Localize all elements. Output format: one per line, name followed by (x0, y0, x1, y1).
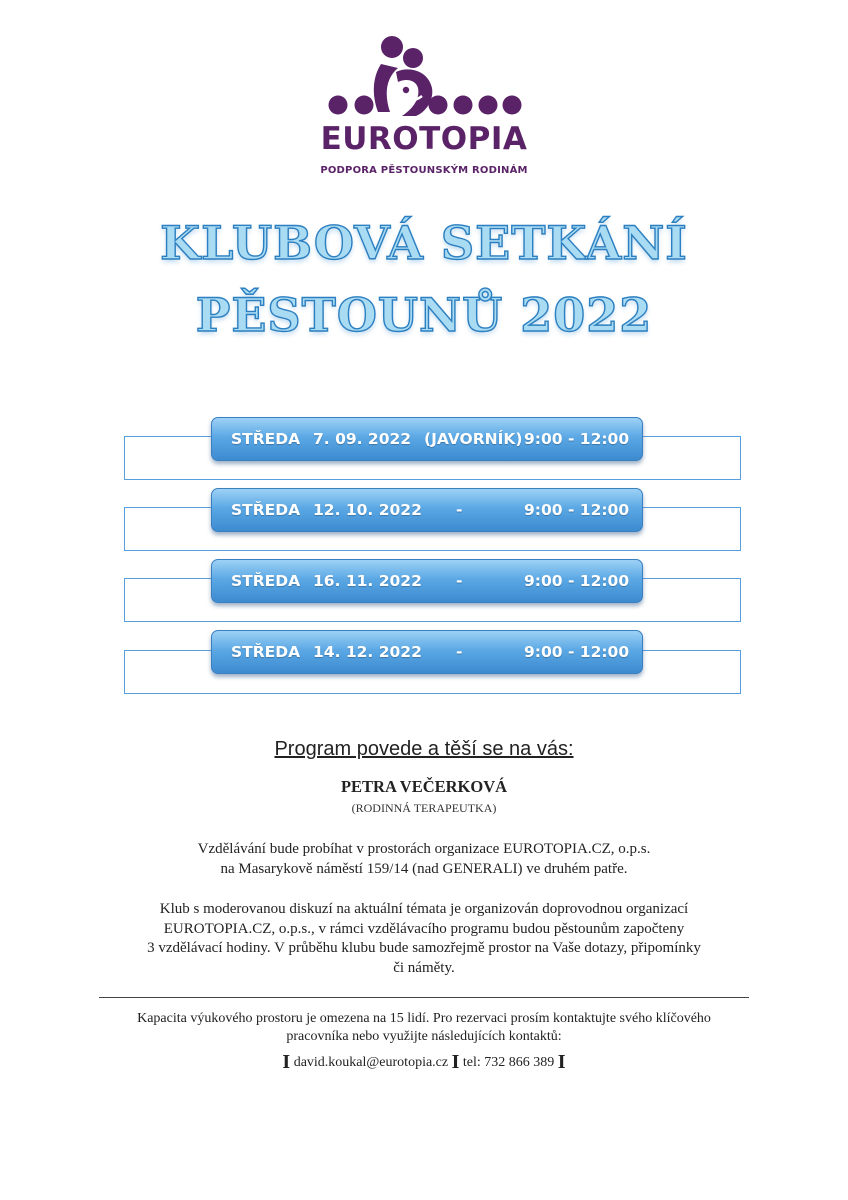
paragraph-line: pracovníka nebo využijte následujících kontaktů: (286, 1029, 562, 1044)
paragraph-line: na Masarykově náměstí 159/14 (nad GENERALI) ve druhém patře. (220, 860, 628, 877)
schedule-place: (JAVORNÍK) (424, 430, 523, 448)
schedule-date: 16. 11. 2022 (313, 572, 422, 590)
schedule-date: 12. 10. 2022 (313, 501, 422, 519)
schedule-separator: - (456, 501, 463, 519)
presenter-name: PETRA VEČERKOVÁ (340, 777, 508, 796)
schedule-time: 9:00 - 12:00 (524, 572, 630, 590)
divider (99, 997, 749, 998)
paragraph-line: Vzdělávání bude probíhat v prostorách organizace EUROTOPIA.CZ, o.p.s. (197, 841, 651, 857)
schedule-row (211, 417, 643, 461)
program-intro: Program povede a těší se na vás: (274, 738, 574, 760)
eurotopia-logo (0, 0, 848, 190)
paragraph-line: či náměty. (393, 959, 455, 976)
schedule-separator: - (456, 643, 463, 661)
schedule-row (211, 488, 643, 532)
page-title-line-2: PĚSTOUNŮ 2022 (195, 288, 653, 342)
schedule-day: STŘEDA (231, 572, 301, 590)
capacity-paragraph (0, 1010, 848, 1046)
page-title-line-1: KLUBOVÁ SETKÁNÍ (160, 216, 688, 270)
presenter-role: (RODINNÁ TERAPEUTKA) (351, 801, 497, 815)
paragraph-line: Klub s moderovanou diskuzí na aktuální témata je organizován doprovodnou organizací (159, 901, 689, 917)
club-paragraph (0, 900, 848, 978)
schedule-day: STŘEDA (231, 643, 301, 661)
contacts (0, 1051, 848, 1074)
schedule-day: STŘEDA (231, 430, 301, 448)
paragraph-line: EUROTOPIA.CZ, o.p.s., v rámci vzdělávacího programu budou pěstounům započteny (163, 920, 685, 937)
schedule-time: 9:00 - 12:00 (524, 501, 630, 519)
paragraph-line: Kapacita výukového prostoru je omezena na 15 lidí. Pro rezervaci prosím kontaktujte svého klíčového (137, 1011, 711, 1026)
schedule-row (211, 559, 643, 603)
schedule-row (211, 630, 643, 674)
contact-phone[interactable]: tel: 732 866 389 (462, 1055, 555, 1070)
contact-separator: I (557, 1051, 566, 1073)
contact-email[interactable]: david.koukal@eurotopia.cz (293, 1055, 449, 1070)
contact-separator: I (451, 1051, 460, 1073)
logo-tagline: PODPORA PĚSTOUNSKÝM RODINÁM (320, 165, 528, 176)
eurotopia-emblem-icon (318, 30, 530, 122)
schedule-time: 9:00 - 12:00 (524, 430, 630, 448)
schedule-date: 14. 12. 2022 (313, 643, 422, 661)
schedule-day: STŘEDA (231, 501, 301, 519)
schedule-time: 9:00 - 12:00 (524, 643, 630, 661)
logo-name: EUROTOPIA (320, 121, 528, 157)
schedule-date: 7. 09. 2022 (313, 430, 412, 448)
location-paragraph (0, 840, 848, 879)
paragraph-line: 3 vzdělávací hodiny. V průběhu klubu bude samozřejmě prostor na Vaše dotazy, připomínky (147, 940, 701, 956)
schedule-separator: - (456, 572, 463, 590)
contact-separator: I (282, 1051, 291, 1073)
